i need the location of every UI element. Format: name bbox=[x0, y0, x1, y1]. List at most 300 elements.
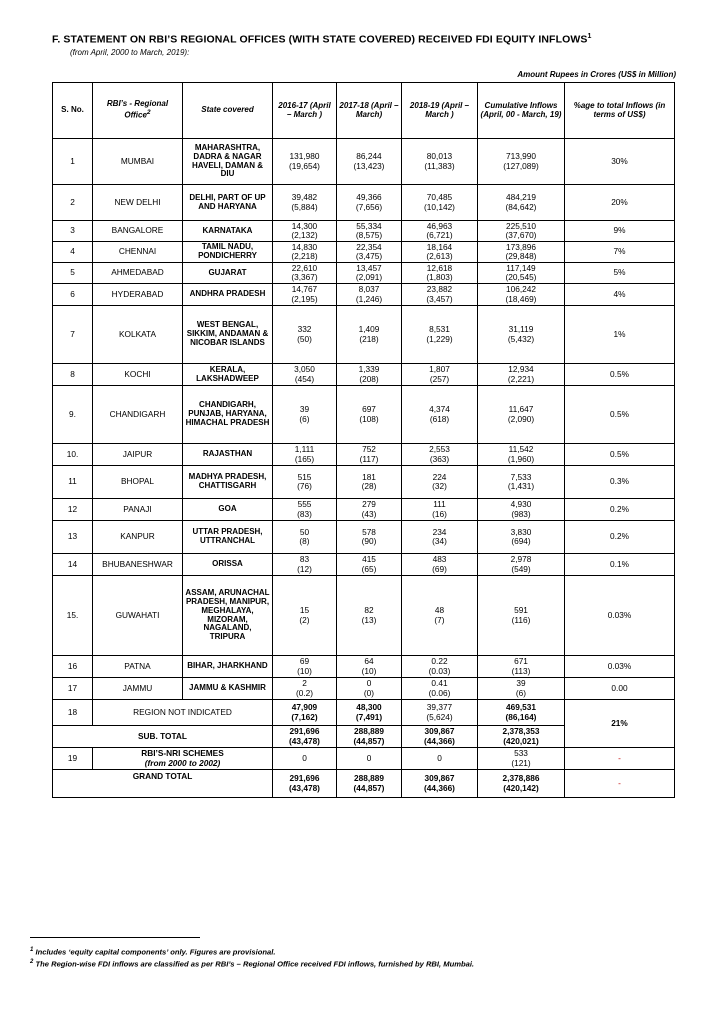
cell-2016-17 bbox=[273, 554, 337, 576]
col-header-cumulative: Cumulative Inflows (April, 00 - March, 19) bbox=[478, 83, 565, 139]
cell-2018-19 bbox=[402, 499, 478, 521]
value-inr: 18,164 bbox=[426, 241, 453, 252]
cell-state: GOA bbox=[183, 499, 273, 521]
value-usd: (3,457) bbox=[426, 293, 453, 304]
cell-cumulative bbox=[478, 466, 565, 499]
cell-percentage: 20% bbox=[565, 185, 675, 221]
value-usd: (76) bbox=[297, 481, 312, 491]
cell-sno: 1 bbox=[53, 139, 93, 185]
cell-office: JAIPUR bbox=[93, 444, 183, 466]
value-usd: (0) bbox=[363, 687, 375, 698]
cell-2017-18 bbox=[337, 656, 402, 678]
value-inr: 697 bbox=[362, 404, 376, 415]
cell-state: ORISSA bbox=[183, 554, 273, 576]
cell-percentage: 0.5% bbox=[565, 444, 675, 466]
value-usd: (13,423) bbox=[353, 160, 385, 171]
title-text: F. STATEMENT ON RBI’S REGIONAL OFFICES (WITH STATE COVERED) RECEIVED FDI EQUITY INFLOWS bbox=[52, 33, 588, 46]
table-row bbox=[53, 554, 675, 576]
table-body bbox=[53, 139, 675, 700]
table-row bbox=[53, 499, 675, 521]
value-inr: 279 bbox=[362, 499, 376, 510]
cell-office: BHUBANESHWAR bbox=[93, 554, 183, 576]
value-inr: 483 bbox=[432, 554, 447, 565]
value-usd: (420,021) bbox=[503, 735, 539, 746]
cell-2017-18 bbox=[337, 364, 402, 386]
value-inr: 80,013 bbox=[426, 151, 453, 162]
cell-2018-19 bbox=[402, 521, 478, 554]
cell-office: KOLKATA bbox=[93, 306, 183, 364]
cell-percentage: 0.2% bbox=[565, 499, 675, 521]
cell-percentage: 4% bbox=[565, 284, 675, 306]
value-inr: 309,867 bbox=[424, 726, 455, 737]
value-inr: 48 bbox=[434, 605, 445, 616]
value-usd: (113) bbox=[511, 665, 531, 676]
value-usd: (29,848) bbox=[505, 251, 537, 261]
cell-state: KERALA, LAKSHADWEEP bbox=[183, 364, 273, 386]
cell-2018-19 bbox=[402, 242, 478, 263]
footnote-text: Includes ‘equity capital components’ only. Figures are provisional. bbox=[35, 947, 276, 957]
cell-nri-label bbox=[93, 748, 273, 770]
cell-state: ASSAM, ARUNACHAL PRADESH, MANIPUR, MEGHALAYA, MIZORAM, NAGALAND, TRIPURA bbox=[183, 576, 273, 656]
cell-sno: 18 bbox=[53, 700, 93, 726]
value-inr: 4,374 bbox=[429, 404, 450, 415]
table-row bbox=[53, 444, 675, 466]
table-row bbox=[53, 576, 675, 656]
cell-2017-18 bbox=[337, 499, 402, 521]
value-inr: 46,963 bbox=[426, 220, 453, 231]
cell-percentage: 0.3% bbox=[565, 466, 675, 499]
cell-2017-18 bbox=[337, 576, 402, 656]
cell-2017-18: 0 bbox=[337, 748, 402, 770]
cell-state: ANDHRA PRADESH bbox=[183, 284, 273, 306]
value-usd: (0.03) bbox=[428, 665, 451, 676]
value-inr: 591 bbox=[514, 605, 528, 616]
footnote-1 bbox=[30, 947, 275, 957]
cell-cumulative bbox=[478, 364, 565, 386]
cell-state: DELHI, PART OF UP AND HARYANA bbox=[183, 185, 273, 221]
cell-percentage: 1% bbox=[565, 306, 675, 364]
value-usd: (44,857) bbox=[353, 735, 385, 746]
cell-2017-18 bbox=[337, 242, 402, 263]
cell-2016-17 bbox=[273, 139, 337, 185]
value-usd: (218) bbox=[359, 333, 379, 344]
cell-2018-19 bbox=[402, 770, 478, 798]
nri-label-line2: (from 2000 to 2002) bbox=[144, 757, 221, 768]
nri-label-line1: RBI’S-NRI SCHEMES bbox=[141, 748, 224, 759]
cell-office: AHMEDABAD bbox=[93, 263, 183, 284]
table-row bbox=[53, 284, 675, 306]
cell-2017-18 bbox=[337, 554, 402, 576]
value-usd: (43,478) bbox=[289, 782, 320, 793]
value-usd: (694) bbox=[511, 536, 531, 546]
col-header-2017-18: 2017-18 (April – March) bbox=[337, 83, 402, 139]
value-inr: 173,896 bbox=[506, 241, 536, 252]
value-usd: (5,432) bbox=[507, 333, 535, 344]
table-row bbox=[53, 521, 675, 554]
value-inr: 82 bbox=[364, 605, 374, 616]
value-usd: (44,366) bbox=[424, 735, 455, 746]
value-usd: (116) bbox=[511, 614, 531, 625]
value-inr: 0 bbox=[366, 678, 372, 689]
cell-2016-17: 0 bbox=[273, 748, 337, 770]
cell-2016-17 bbox=[273, 656, 337, 678]
value-inr: 14,830 bbox=[291, 241, 318, 252]
cell-state: MADHYA PRADESH, CHATTISGARH bbox=[183, 466, 273, 499]
cell-2016-17 bbox=[273, 466, 337, 499]
cell-sno: 2 bbox=[53, 185, 93, 221]
value-usd: (16) bbox=[432, 508, 447, 519]
cell-2018-19 bbox=[402, 284, 478, 306]
cell-percentage: 0.03% bbox=[565, 576, 675, 656]
value-usd: (8,575) bbox=[355, 230, 383, 240]
value-usd: (84,642) bbox=[505, 201, 537, 212]
value-usd: (43,478) bbox=[289, 735, 320, 746]
value-usd: (2,221) bbox=[507, 373, 535, 384]
cell-office: NEW DELHI bbox=[93, 185, 183, 221]
cell-percentage: 9% bbox=[565, 221, 675, 242]
cell-cumulative bbox=[478, 748, 565, 770]
cell-2018-19 bbox=[402, 444, 478, 466]
cell-2016-17 bbox=[273, 221, 337, 242]
cell-2018-19 bbox=[402, 656, 478, 678]
value-usd: (1,803) bbox=[426, 272, 453, 282]
value-inr: 3,830 bbox=[510, 526, 532, 537]
table-row bbox=[53, 185, 675, 221]
value-usd: (2,132) bbox=[291, 230, 318, 240]
footnote-marker: 1 bbox=[30, 947, 34, 953]
value-inr: 3,050 bbox=[294, 364, 315, 375]
value-inr: 555 bbox=[297, 499, 312, 510]
cell-office: MUMBAI bbox=[93, 139, 183, 185]
cell-region-label: REGION NOT INDICATED bbox=[93, 700, 273, 726]
cell-2017-18 bbox=[337, 521, 402, 554]
table-row-grand-total bbox=[53, 770, 675, 798]
col-header-sno: S. No. bbox=[53, 83, 93, 139]
cell-cumulative bbox=[478, 444, 565, 466]
value-inr: 50 bbox=[299, 526, 310, 537]
col-header-office bbox=[93, 83, 183, 139]
value-usd: (32) bbox=[432, 481, 447, 491]
cell-sno: 15. bbox=[53, 576, 93, 656]
cell-cumulative bbox=[478, 306, 565, 364]
cell-percentage: 7% bbox=[565, 242, 675, 263]
cell-sno: 14 bbox=[53, 554, 93, 576]
cell-sno: 3 bbox=[53, 221, 93, 242]
fdi-inflows-table bbox=[52, 82, 675, 798]
value-inr: 288,889 bbox=[354, 726, 384, 737]
cell-2016-17 bbox=[273, 726, 337, 748]
value-usd: (13) bbox=[361, 614, 377, 625]
value-usd: (6) bbox=[299, 413, 310, 424]
value-inr: 671 bbox=[514, 656, 528, 667]
cell-office: CHANDIGARH bbox=[93, 386, 183, 444]
value-usd: (90) bbox=[361, 536, 377, 546]
value-usd: (5,624) bbox=[426, 711, 453, 722]
table-row bbox=[53, 678, 675, 700]
value-inr: 39,377 bbox=[426, 702, 453, 713]
table-row bbox=[53, 221, 675, 242]
value-inr: 70,485 bbox=[426, 192, 453, 203]
value-inr: 47,909 bbox=[291, 702, 318, 713]
value-usd: (3,367) bbox=[291, 272, 318, 282]
value-inr: 13,457 bbox=[356, 262, 382, 273]
cell-2017-18 bbox=[337, 678, 402, 700]
cell-state: TAMIL NADU, PONDICHERRY bbox=[183, 242, 273, 263]
value-usd: (1,960) bbox=[507, 453, 535, 464]
value-usd: (108) bbox=[359, 413, 379, 424]
cell-state: MAHARASHTRA, DADRA & NAGAR HAVELI, DAMAN & DIU bbox=[183, 139, 273, 185]
cell-state: CHANDIGARH, PUNJAB, HARYANA, HIMACHAL PRADESH bbox=[183, 386, 273, 444]
cell-office: GUWAHATI bbox=[93, 576, 183, 656]
cell-2017-18 bbox=[337, 386, 402, 444]
value-inr: 0.41 bbox=[431, 678, 448, 689]
cell-office: BANGALORE bbox=[93, 221, 183, 242]
value-usd: (8) bbox=[299, 536, 310, 546]
value-usd: (44,366) bbox=[424, 782, 455, 793]
value-inr: 111 bbox=[433, 499, 446, 510]
cell-office: HYDERABAD bbox=[93, 284, 183, 306]
value-inr: 2,378,886 bbox=[502, 773, 540, 784]
cell-2018-19 bbox=[402, 726, 478, 748]
cell-2017-18 bbox=[337, 221, 402, 242]
cell-2018-19 bbox=[402, 263, 478, 284]
value-inr: 11,647 bbox=[508, 404, 534, 415]
value-usd: (2,613) bbox=[426, 251, 453, 261]
cell-percentage: 0.2% bbox=[565, 521, 675, 554]
value-inr: 1,111 bbox=[294, 444, 315, 455]
cell-cumulative bbox=[478, 678, 565, 700]
cell-2016-17 bbox=[273, 242, 337, 263]
value-usd: (7,656) bbox=[355, 201, 383, 212]
value-inr: 22,354 bbox=[356, 241, 382, 252]
cell-sno: 4 bbox=[53, 242, 93, 263]
value-inr: 39 bbox=[299, 404, 310, 415]
cell-2018-19 bbox=[402, 700, 478, 726]
cell-2017-18 bbox=[337, 466, 402, 499]
cell-2017-18 bbox=[337, 284, 402, 306]
cell-2016-17 bbox=[273, 284, 337, 306]
cell-office: KOCHI bbox=[93, 364, 183, 386]
value-inr: 48,300 bbox=[356, 702, 382, 713]
cell-2017-18 bbox=[337, 139, 402, 185]
value-usd: (6) bbox=[515, 687, 527, 698]
value-usd: (83) bbox=[297, 508, 312, 519]
cell-cumulative bbox=[478, 521, 565, 554]
value-usd: (10,142) bbox=[424, 201, 455, 212]
value-usd: (11,383) bbox=[424, 160, 455, 171]
cell-sno: 10. bbox=[53, 444, 93, 466]
cell-cumulative bbox=[478, 554, 565, 576]
value-usd: (420,142) bbox=[503, 782, 539, 793]
value-usd: (2) bbox=[299, 614, 310, 625]
cell-2018-19 bbox=[402, 364, 478, 386]
value-inr: 291,696 bbox=[289, 726, 320, 737]
footnote-divider bbox=[30, 937, 200, 938]
table-row bbox=[53, 466, 675, 499]
value-inr: 14,300 bbox=[291, 220, 318, 231]
cell-sno: 6 bbox=[53, 284, 93, 306]
cell-2016-17 bbox=[273, 364, 337, 386]
cell-2017-18 bbox=[337, 700, 402, 726]
footnote-marker: 2 bbox=[30, 959, 34, 965]
cell-2018-19 bbox=[402, 221, 478, 242]
cell-2016-17 bbox=[273, 386, 337, 444]
title-footnote-marker: 1 bbox=[587, 33, 592, 40]
value-usd: (363) bbox=[429, 453, 450, 464]
value-usd: (117) bbox=[359, 453, 379, 464]
cell-cumulative bbox=[478, 576, 565, 656]
value-inr: 533 bbox=[514, 748, 528, 759]
cell-2017-18 bbox=[337, 726, 402, 748]
cell-2016-17 bbox=[273, 263, 337, 284]
value-inr: 14,767 bbox=[291, 284, 318, 295]
value-usd: (549) bbox=[511, 563, 531, 574]
value-usd: (2,195) bbox=[291, 293, 318, 304]
cell-office: PANAJI bbox=[93, 499, 183, 521]
value-inr: 11,542 bbox=[508, 444, 534, 455]
footnote-2 bbox=[30, 959, 474, 969]
value-inr: 86,244 bbox=[356, 151, 382, 162]
value-inr: 469,531 bbox=[506, 702, 536, 713]
table-row bbox=[53, 242, 675, 263]
cell-2017-18 bbox=[337, 444, 402, 466]
cell-cumulative bbox=[478, 726, 565, 748]
value-inr: 64 bbox=[364, 656, 374, 667]
cell-percentage: 30% bbox=[565, 139, 675, 185]
value-inr: 4,930 bbox=[510, 499, 532, 510]
cell-2018-19 bbox=[402, 678, 478, 700]
value-usd: (7,162) bbox=[291, 711, 318, 722]
value-usd: (18,469) bbox=[505, 293, 537, 304]
page-subtitle: (from April, 2000 to March, 2019): bbox=[70, 48, 190, 57]
value-inr: 12,934 bbox=[508, 364, 534, 375]
cell-2018-19 bbox=[402, 386, 478, 444]
value-inr: 106,242 bbox=[506, 284, 536, 295]
cell-2018-19 bbox=[402, 139, 478, 185]
cell-2017-18 bbox=[337, 185, 402, 221]
footnote-text: The Region-wise FDI inflows are classified as per RBI’s – Regional Office received FDI inflows, furnished by RBI, Mumbai. bbox=[35, 959, 475, 969]
table-row-nri-schemes bbox=[53, 748, 675, 770]
cell-sno: 8 bbox=[53, 364, 93, 386]
col-header-state: State covered bbox=[183, 83, 273, 139]
value-usd: (5,884) bbox=[291, 201, 318, 212]
value-usd: (257) bbox=[429, 373, 450, 384]
cell-state: RAJASTHAN bbox=[183, 444, 273, 466]
cell-sno: 16 bbox=[53, 656, 93, 678]
value-inr: 515 bbox=[297, 471, 312, 482]
value-usd: (65) bbox=[361, 563, 377, 574]
value-inr: 39,482 bbox=[291, 192, 318, 203]
value-usd: (10) bbox=[361, 665, 377, 676]
value-inr: 83 bbox=[299, 554, 310, 565]
cell-cumulative bbox=[478, 284, 565, 306]
value-usd: (0.2) bbox=[295, 687, 314, 698]
cell-sno: 7 bbox=[53, 306, 93, 364]
cell-2016-17 bbox=[273, 306, 337, 364]
table-row-region-not-indicated bbox=[53, 700, 675, 726]
amount-unit-note: Amount Rupees in Crores (US$ in Million) bbox=[517, 70, 676, 79]
cell-cumulative bbox=[478, 139, 565, 185]
cell-state: JAMMU & KASHMIR bbox=[183, 678, 273, 700]
cell-state: UTTAR PRADESH, UTTRANCHAL bbox=[183, 521, 273, 554]
value-inr: 2 bbox=[302, 678, 307, 689]
value-usd: (7) bbox=[434, 614, 445, 625]
cell-percentage: - bbox=[565, 748, 675, 770]
cell-2016-17 bbox=[273, 444, 337, 466]
value-usd: (20,545) bbox=[505, 272, 537, 282]
value-usd: (983) bbox=[511, 508, 531, 519]
cell-cumulative bbox=[478, 242, 565, 263]
value-inr: 332 bbox=[297, 324, 312, 335]
cell-office: PATNA bbox=[93, 656, 183, 678]
value-inr: 55,334 bbox=[356, 220, 382, 231]
value-usd: (1,229) bbox=[426, 333, 453, 344]
col-header-2016-17: 2016-17 (April – March ) bbox=[273, 83, 337, 139]
cell-state: BIHAR, JHARKHAND bbox=[183, 656, 273, 678]
value-usd: (34) bbox=[432, 536, 447, 546]
value-usd: (69) bbox=[432, 563, 447, 574]
value-usd: (37,670) bbox=[505, 230, 537, 240]
value-inr: 0.22 bbox=[431, 656, 448, 667]
cell-office: KANPUR bbox=[93, 521, 183, 554]
cell-percentage: 0.5% bbox=[565, 364, 675, 386]
cell-2017-18 bbox=[337, 306, 402, 364]
value-inr: 15 bbox=[299, 605, 310, 616]
value-inr: 31,119 bbox=[508, 324, 534, 335]
value-usd: (44,857) bbox=[353, 782, 385, 793]
value-inr: 23,882 bbox=[426, 284, 453, 295]
value-usd: (7,491) bbox=[355, 711, 383, 722]
cell-cumulative bbox=[478, 770, 565, 798]
cell-cumulative bbox=[478, 185, 565, 221]
cell-percentage: 0.03% bbox=[565, 656, 675, 678]
value-inr: 1,807 bbox=[429, 364, 450, 375]
value-usd: (165) bbox=[294, 453, 315, 464]
value-inr: 752 bbox=[362, 444, 376, 455]
cell-state: WEST BENGAL, SIKKIM, ANDAMAN & NICOBAR ISLANDS bbox=[183, 306, 273, 364]
value-usd: (121) bbox=[511, 757, 531, 768]
value-inr: 1,409 bbox=[358, 324, 380, 335]
value-inr: 117,149 bbox=[506, 262, 536, 273]
value-inr: 2,378,353 bbox=[502, 726, 540, 737]
value-usd: (50) bbox=[297, 333, 312, 344]
value-inr: 234 bbox=[432, 526, 447, 537]
cell-sno: 17 bbox=[53, 678, 93, 700]
table-row bbox=[53, 364, 675, 386]
value-usd: (3,475) bbox=[355, 251, 383, 261]
cell-2016-17 bbox=[273, 521, 337, 554]
cell-state: GUJARAT bbox=[183, 263, 273, 284]
cell-sno: 5 bbox=[53, 263, 93, 284]
cell-grand-total-label: GRAND TOTAL bbox=[53, 770, 273, 798]
cell-2017-18 bbox=[337, 770, 402, 798]
value-usd: (12) bbox=[297, 563, 312, 574]
cell-sno: 11 bbox=[53, 466, 93, 499]
cell-2017-18 bbox=[337, 263, 402, 284]
value-inr: 713,990 bbox=[506, 151, 536, 162]
value-inr: 2,978 bbox=[510, 554, 532, 565]
col-header-office-text: RBI’s - Regional Office bbox=[106, 99, 169, 120]
value-usd: (1,431) bbox=[507, 481, 535, 491]
cell-sno: 13 bbox=[53, 521, 93, 554]
cell-sno: 19 bbox=[53, 748, 93, 770]
cell-subtotal-label: SUB. TOTAL bbox=[53, 726, 273, 748]
cell-office: BHOPAL bbox=[93, 466, 183, 499]
table-row bbox=[53, 656, 675, 678]
value-inr: 288,889 bbox=[354, 773, 384, 784]
value-usd: (2,090) bbox=[507, 413, 535, 424]
cell-percentage: 0.00 bbox=[565, 678, 675, 700]
